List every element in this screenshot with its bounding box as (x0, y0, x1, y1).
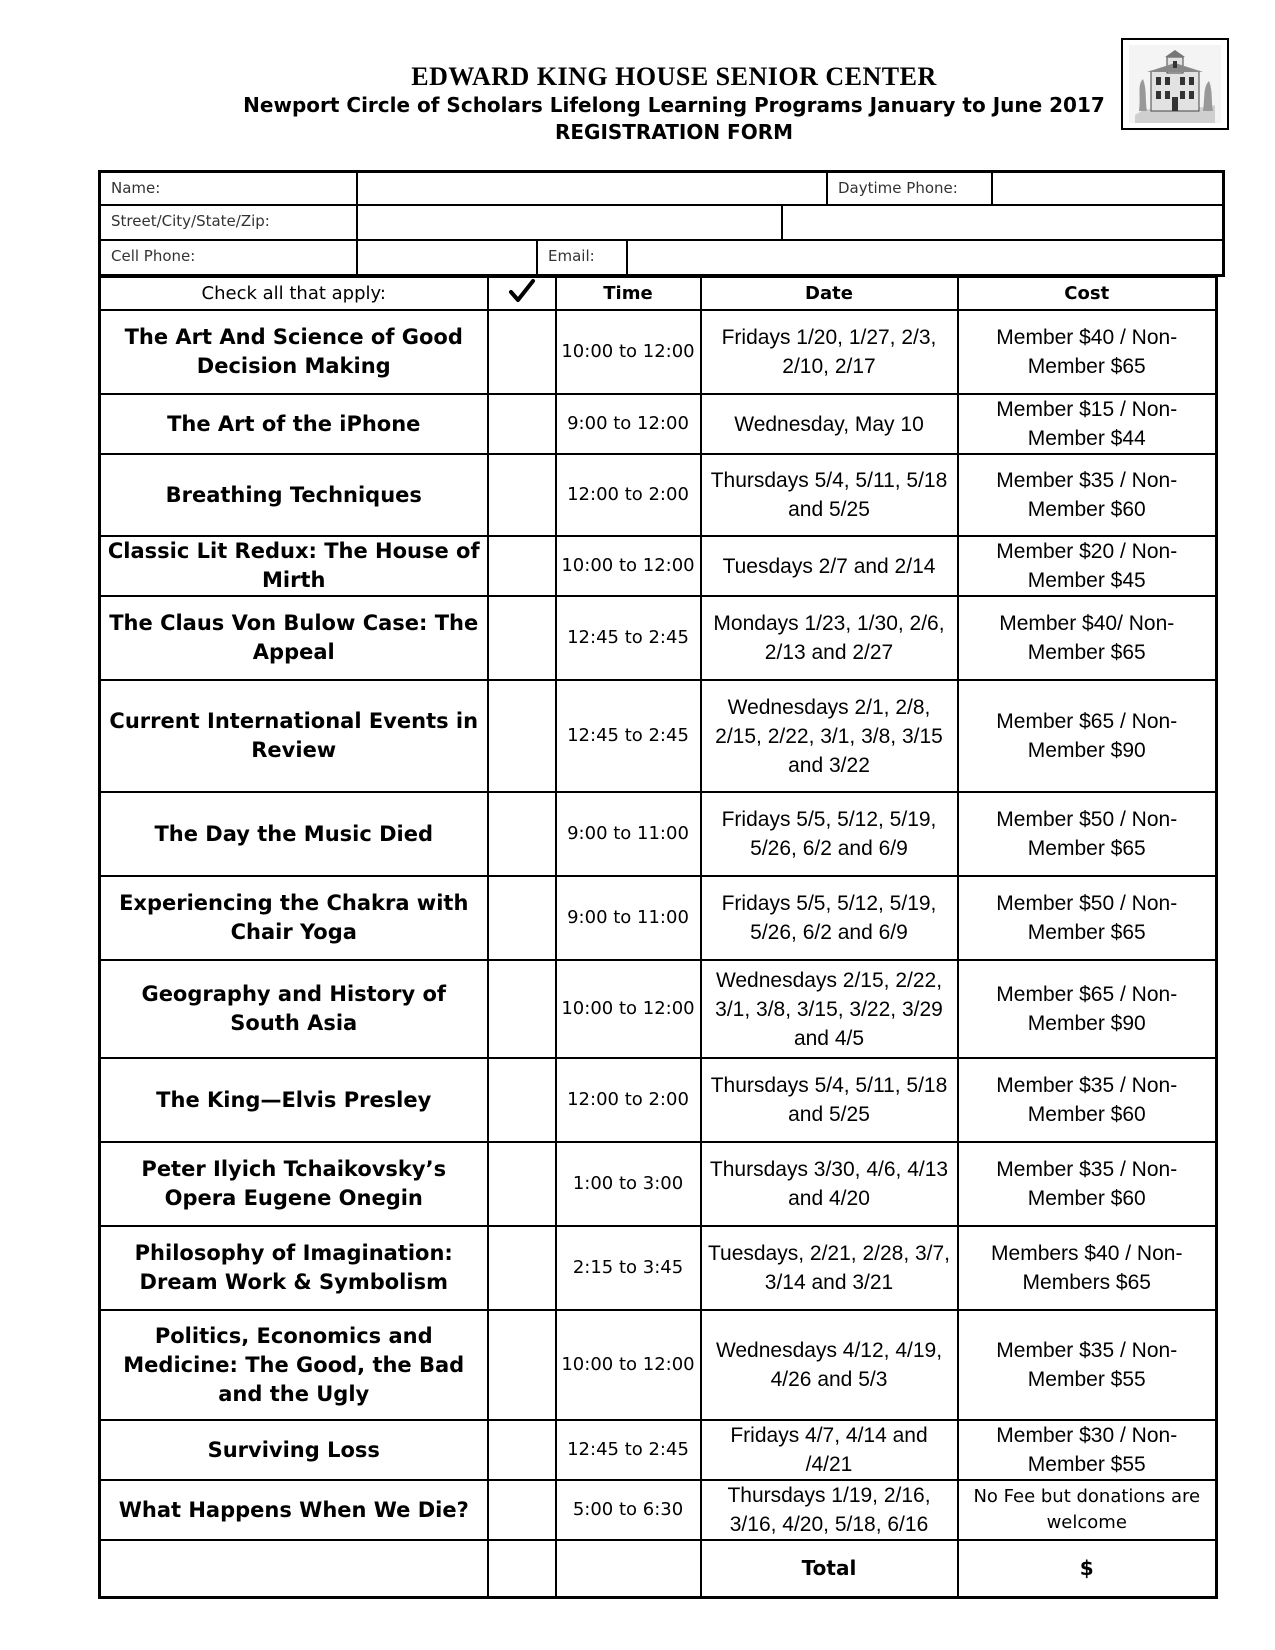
course-checkbox[interactable] (488, 1480, 556, 1540)
course-title: Classic Lit Redux: The House of Mirth (100, 536, 488, 596)
course-time: 10:00 to 12:00 (556, 960, 701, 1058)
course-date: Tuesdays 2/7 and 2/14 (701, 536, 958, 596)
course-date: Fridays 5/5, 5/12, 5/19, 5/26, 6/2 and 6/9 (701, 876, 958, 960)
course-title: The King—Elvis Presley (100, 1058, 488, 1142)
course-time: 5:00 to 6:30 (556, 1480, 701, 1540)
table-row (100, 1420, 1217, 1480)
table-row (100, 394, 1217, 454)
name-field[interactable] (358, 173, 826, 204)
course-date: Thursdays 3/30, 4/6, 4/13 and 4/20 (701, 1142, 958, 1226)
course-cost: Member $65 / Non-Member $90 (958, 680, 1217, 792)
course-time: 12:45 to 2:45 (556, 596, 701, 680)
table-row (100, 680, 1217, 792)
course-date: Wednesdays 4/12, 4/19, 4/26 and 5/3 (701, 1310, 958, 1420)
house-icon (1129, 45, 1221, 123)
course-checkbox[interactable] (488, 680, 556, 792)
course-cost: Member $50 / Non-Member $65 (958, 792, 1217, 876)
course-title: The Day the Music Died (100, 792, 488, 876)
course-time: 12:45 to 2:45 (556, 1420, 701, 1480)
course-date: Mondays 1/23, 1/30, 2/6, 2/13 and 2/27 (701, 596, 958, 680)
date-header: Date (701, 277, 958, 311)
course-checkbox[interactable] (488, 1420, 556, 1480)
address-field[interactable] (358, 206, 781, 239)
table-row (100, 1480, 1217, 1540)
center-title: EDWARD KING HOUSE SENIOR CENTER (411, 62, 937, 91)
address-field-extra[interactable] (783, 206, 1223, 239)
cell-phone-label: Cell Phone: (111, 247, 196, 265)
course-checkbox[interactable] (488, 960, 556, 1058)
course-checkbox[interactable] (488, 792, 556, 876)
course-date: Fridays 5/5, 5/12, 5/19, 5/26, 6/2 and 6/9 (701, 792, 958, 876)
course-cost: Member $30 / Non-Member $55 (958, 1420, 1217, 1480)
course-date: Thursdays 5/4, 5/11, 5/18 and 5/25 (701, 1058, 958, 1142)
cost-header: Cost (958, 277, 1217, 311)
course-cost: Member $50 / Non-Member $65 (958, 876, 1217, 960)
course-time: 2:15 to 3:45 (556, 1226, 701, 1310)
daytime-phone-field[interactable] (993, 173, 1223, 204)
course-checkbox[interactable] (488, 1058, 556, 1142)
course-cost: Member $15 / Non-Member $44 (958, 394, 1217, 454)
email-label: Email: (548, 247, 595, 265)
course-checkbox[interactable] (488, 454, 556, 536)
course-time: 12:45 to 2:45 (556, 680, 701, 792)
total-empty-check-cell (488, 1540, 556, 1597)
daytime-phone-label: Daytime Phone: (838, 179, 958, 197)
total-row (100, 1540, 1217, 1597)
course-checkbox[interactable] (488, 1226, 556, 1310)
course-time: 12:00 to 2:00 (556, 1058, 701, 1142)
course-cost: Members $40 / Non-Members $65 (958, 1226, 1217, 1310)
course-cost: Member $35 / Non-Member $60 (958, 1142, 1217, 1226)
course-cost: Member $40 / Non-Member $65 (958, 310, 1217, 394)
table-row (100, 310, 1217, 394)
course-date: Thursdays 1/19, 2/16, 3/16, 4/20, 5/18, 6/16 (701, 1480, 958, 1540)
course-date: Wednesdays 2/1, 2/8, 2/15, 2/22, 3/1, 3/8, 3/15 and 3/22 (701, 680, 958, 792)
course-title: The Claus Von Bulow Case: The Appeal (100, 596, 488, 680)
course-checkbox[interactable] (488, 536, 556, 596)
course-title: The Art of the iPhone (100, 394, 488, 454)
table-row (100, 596, 1217, 680)
course-date: Fridays 1/20, 1/27, 2/3, 2/10, 2/17 (701, 310, 958, 394)
course-checkbox[interactable] (488, 310, 556, 394)
course-cost: Member $20 / Non-Member $45 (958, 536, 1217, 596)
course-checkbox[interactable] (488, 1142, 556, 1226)
form-header (0, 62, 1275, 146)
course-time: 9:00 to 11:00 (556, 876, 701, 960)
time-header: Time (556, 277, 701, 311)
table-row (100, 454, 1217, 536)
total-empty-cell (100, 1540, 488, 1597)
course-time: 9:00 to 11:00 (556, 792, 701, 876)
checkmark-icon (488, 277, 556, 311)
cell-phone-field[interactable] (358, 241, 536, 274)
course-time: 1:00 to 3:00 (556, 1142, 701, 1226)
course-date: Fridays 4/7, 4/14 and /4/21 (701, 1420, 958, 1480)
course-checkbox[interactable] (488, 1310, 556, 1420)
course-title: Geography and History of South Asia (100, 960, 488, 1058)
course-checkbox[interactable] (488, 394, 556, 454)
course-cost: No Fee but donations are welcome (958, 1480, 1217, 1540)
table-row (100, 876, 1217, 960)
course-title: Breathing Techniques (100, 454, 488, 536)
contact-info-section (98, 170, 1225, 277)
course-cost: Member $35 / Non-Member $60 (958, 454, 1217, 536)
form-title: REGISTRATION FORM (554, 120, 794, 144)
address-label: Street/City/State/Zip: (111, 212, 270, 230)
course-title: What Happens When We Die? (100, 1480, 488, 1540)
course-title: Peter Ilyich Tchaikovsky’s Opera Eugene Onegin (100, 1142, 488, 1226)
email-field[interactable] (628, 241, 1223, 274)
course-cost: Member $35 / Non-Member $60 (958, 1058, 1217, 1142)
table-row (100, 1142, 1217, 1226)
total-label: Total (701, 1540, 958, 1597)
total-empty-time-cell (556, 1540, 701, 1597)
course-date: Wednesdays 2/15, 2/22, 3/1, 3/8, 3/15, 3/22, 3/29 and 4/5 (701, 960, 958, 1058)
course-title: Surviving Loss (100, 1420, 488, 1480)
course-time: 10:00 to 12:00 (556, 310, 701, 394)
course-title: Politics, Economics and Medicine: The Good, the Bad and the Ugly (100, 1310, 488, 1420)
house-logo (1121, 38, 1229, 130)
course-title: Current International Events in Review (100, 680, 488, 792)
course-title: Philosophy of Imagination: Dream Work & Symbolism (100, 1226, 488, 1310)
course-time: 9:00 to 12:00 (556, 394, 701, 454)
table-row (100, 792, 1217, 876)
table-row (100, 1310, 1217, 1420)
course-title: Experiencing the Chakra with Chair Yoga (100, 876, 488, 960)
table-row (100, 536, 1217, 596)
course-cost: Member $40/ Non-Member $65 (958, 596, 1217, 680)
course-time: 10:00 to 12:00 (556, 536, 701, 596)
name-label: Name: (111, 179, 161, 197)
course-title: The Art And Science of Good Decision Making (100, 310, 488, 394)
table-header-row (100, 277, 1217, 311)
program-subtitle: Newport Circle of Scholars Lifelong Learning Programs January to June 2017 (243, 93, 1105, 117)
course-checkbox[interactable] (488, 876, 556, 960)
course-date: Tuesdays, 2/21, 2/28, 3/7, 3/14 and 3/21 (701, 1226, 958, 1310)
course-time: 12:00 to 2:00 (556, 454, 701, 536)
table-row (100, 1058, 1217, 1142)
course-time: 10:00 to 12:00 (556, 1310, 701, 1420)
course-cost: Member $35 / Non-Member $55 (958, 1310, 1217, 1420)
table-row (100, 1226, 1217, 1310)
course-checkbox[interactable] (488, 596, 556, 680)
course-registration-table (98, 275, 1218, 1599)
table-row (100, 960, 1217, 1058)
course-cost: Member $65 / Non-Member $90 (958, 960, 1217, 1058)
course-date: Thursdays 5/4, 5/11, 5/18 and 5/25 (701, 454, 958, 536)
total-amount-field[interactable]: $ (958, 1540, 1217, 1597)
course-date: Wednesday, May 10 (701, 394, 958, 454)
check-all-header: Check all that apply: (100, 277, 488, 311)
